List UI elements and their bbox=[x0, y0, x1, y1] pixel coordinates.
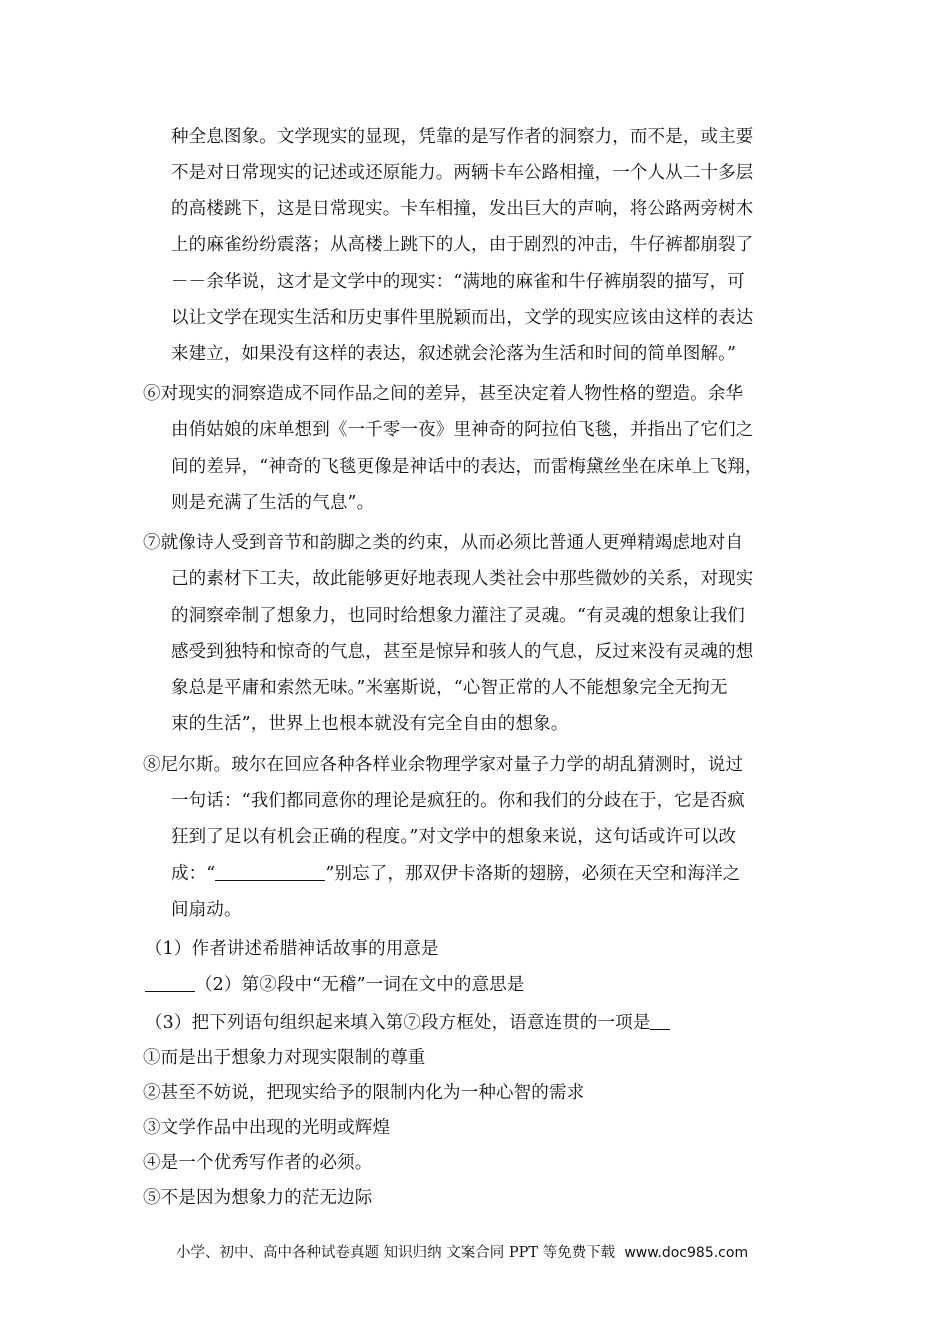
fill-prefix: 成：“ bbox=[171, 864, 216, 884]
paragraph-7-line: 己的素材下工夫，故此能够更好地表现人类社会中那些微妙的关系，对现实 bbox=[171, 569, 754, 589]
passage-line: 以让文学在现实生活和历史事件里脱颖而出，文学的现实应该由这样的表达 bbox=[171, 308, 754, 328]
page-footer bbox=[176, 1243, 748, 1263]
question-2: （2）第②段中“无稽”一词在文中的意思是 bbox=[195, 975, 525, 995]
option-item: ④是一个优秀写作者的必须。 bbox=[143, 1153, 373, 1173]
question-3-line bbox=[145, 1011, 670, 1035]
option-item: ③文学作品中出现的光明或辉煌 bbox=[143, 1118, 391, 1138]
passage-line: 的高楼跳下，这是日常现实。卡车相撞，发出巨大的声响，将公路两旁树木 bbox=[171, 199, 754, 219]
paragraph-8-line: 间扇动。 bbox=[171, 900, 242, 920]
passage-line: 不是对日常现实的记述或还原能力。两辆卡车公路相撞，一个人从二十多层 bbox=[171, 163, 754, 183]
paragraph-7-line: 束的生活”，世界上也根本就没有完全自由的想象。 bbox=[171, 714, 569, 734]
question-2-line bbox=[145, 973, 525, 997]
passage-line: 上的麻雀纷纷震落；从高楼上跳下的人，由于剧烈的冲击，牛仔裤都崩裂了 bbox=[171, 235, 754, 255]
paragraph-6-line: 由俏姑娘的床单想到《一千零一夜》里神奇的阿拉伯飞毯，并指出了它们之 bbox=[171, 420, 754, 440]
paragraph-8-fill-line bbox=[171, 862, 740, 886]
paragraph-8-line: 狂到了足以有机会正确的程度。”对文学中的想象来说，这句话或许可以改 bbox=[171, 827, 737, 847]
paragraph-6-line: 则是充满了生活的气息”。 bbox=[171, 493, 375, 513]
paragraph-7-line: ⑦就像诗人受到音节和韵脚之类的约束，从而必须比普通人更殚精竭虑地对自 bbox=[143, 533, 744, 553]
question-1: （1）作者讲述希腊神话故事的用意是 bbox=[145, 939, 439, 959]
footer-site-link[interactable]: www.doc985.com bbox=[624, 1245, 749, 1261]
paragraph-7-line: 的洞察牵制了想象力，也同时给想象力灌注了灵魂。“有灵魂的想象让我们 bbox=[171, 606, 745, 626]
paragraph-7-line: 感受到独特和惊奇的气息，甚至是惊异和骇人的气息，反过来没有灵魂的想 bbox=[171, 642, 754, 662]
question-3: （3）把下列语句组织起来填入第⑦段方框处，语意连贯的一项是 bbox=[145, 1013, 651, 1033]
fill-suffix: ”别忘了，那双伊卡洛斯的翅膀，必须在天空和海洋之 bbox=[325, 864, 741, 884]
answer-blank[interactable] bbox=[650, 1028, 670, 1030]
passage-line: －－余华说，这才是文学中的现实：“满地的麻雀和牛仔裤崩裂的描写，可 bbox=[171, 272, 745, 292]
answer-blank[interactable] bbox=[145, 990, 195, 992]
fill-in-blank[interactable] bbox=[215, 879, 325, 881]
passage-line: 来建立，如果没有这样的表达，叙述就会沦落为生活和时间的简单图解。” bbox=[171, 344, 737, 364]
option-item: ⑤不是因为想象力的茫无边际 bbox=[143, 1188, 373, 1208]
paragraph-8-line: ⑧尼尔斯。玻尔在回应各种各样业余物理学家对量子力学的胡乱猜测时，说过 bbox=[143, 755, 744, 775]
paragraph-6-line: 间的差异，“神奇的飞毯更像是神话中的表达，而雷梅黛丝坐在床单上飞翔， bbox=[171, 457, 763, 477]
passage-line: 种全息图象。文学现实的显现，凭靠的是写作者的洞察力，而不是，或主要 bbox=[171, 127, 754, 147]
paragraph-8-line: 一句话：“我们都同意你的理论是疯狂的。你和我们的分歧在于，它是否疯 bbox=[171, 791, 745, 811]
paragraph-7-line: 象总是平庸和索然无味。”米塞斯说，“心智正常的人不能想象完全无拘无 bbox=[171, 678, 728, 698]
footer-text: 小学、初中、高中各种试卷真题 知识归纳 文案合同 PPT 等免费下载 bbox=[176, 1245, 616, 1261]
option-item: ①而是出于想象力对现实限制的尊重 bbox=[143, 1048, 426, 1068]
paragraph-6-line: ⑥对现实的洞察造成不同作品之间的差异，甚至决定着人物性格的塑造。余华 bbox=[143, 384, 744, 404]
option-item: ②甚至不妨说，把现实给予的限制内化为一种心智的需求 bbox=[143, 1083, 585, 1103]
